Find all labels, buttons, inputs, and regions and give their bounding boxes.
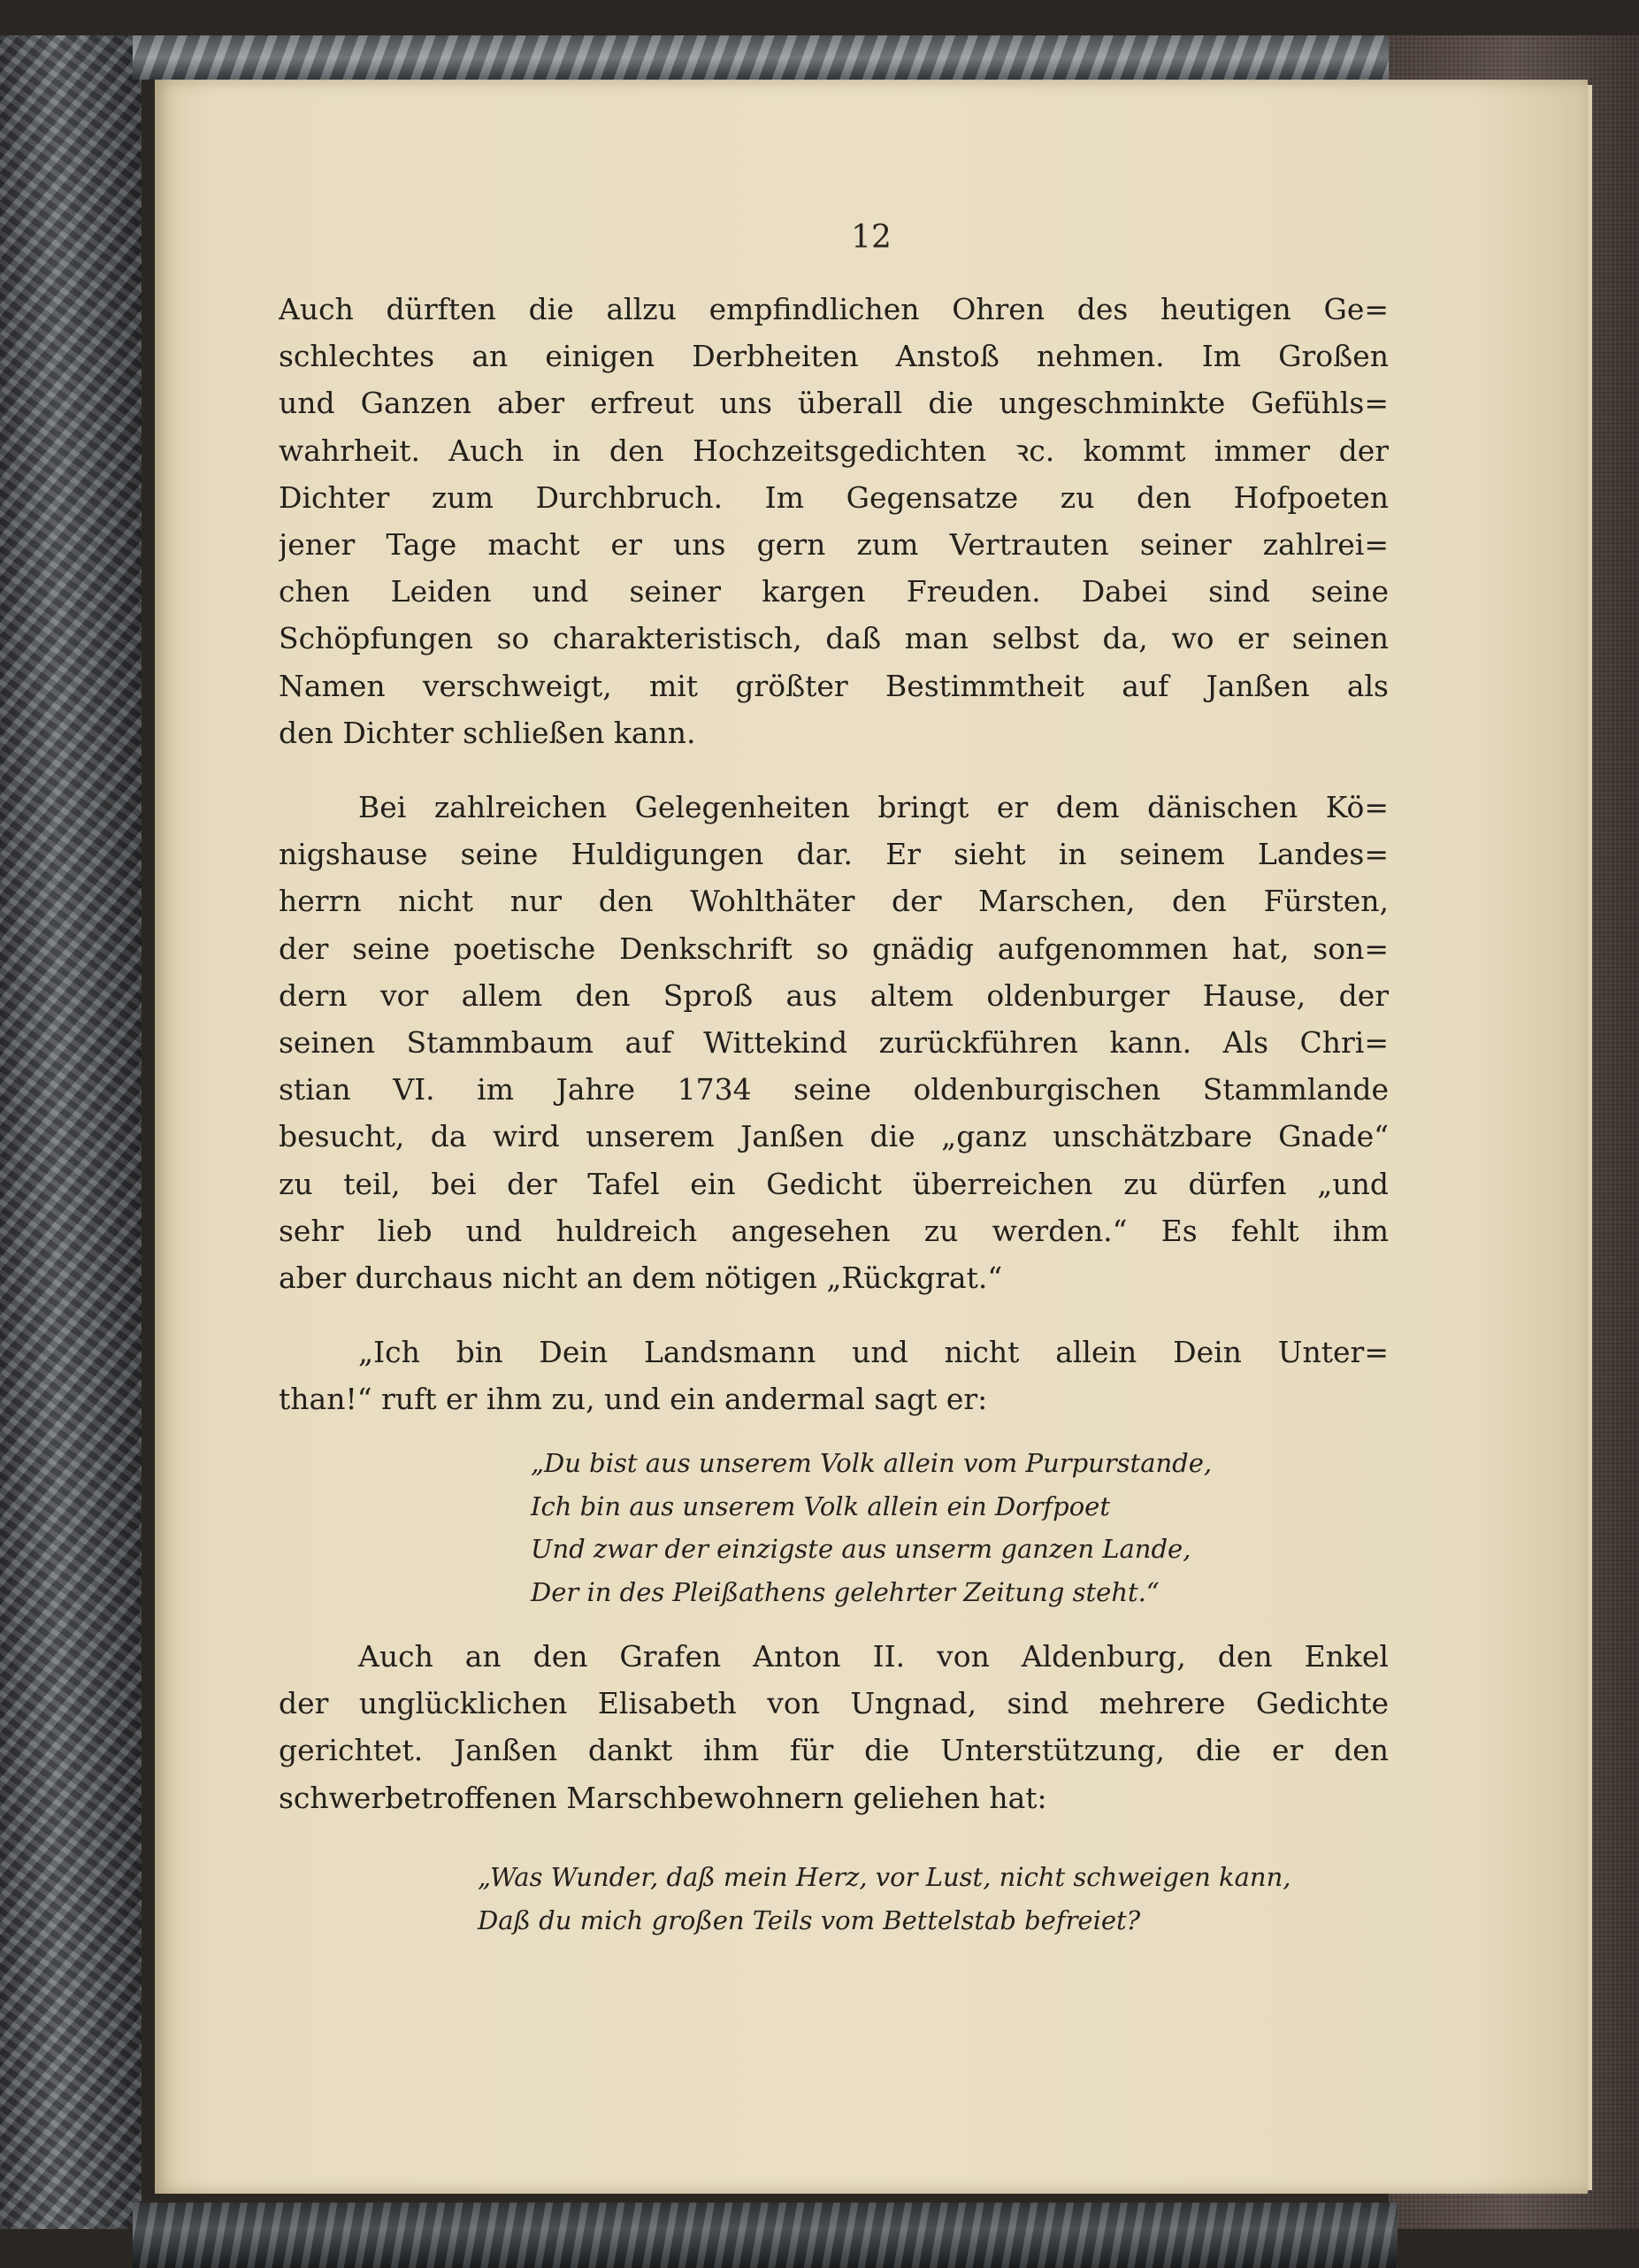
verse-quote-2: [478, 1856, 1291, 1942]
page-number: 12: [851, 219, 892, 256]
text-line: chen Leiden und seiner kargen Freuden. Dabei sind seine: [279, 574, 1389, 609]
paragraph-1: [279, 286, 1389, 756]
paragraph-body: [279, 784, 1389, 1301]
text-line: herrn nicht nur den Wohlthäter der Marschen, den Fürsten,: [279, 884, 1389, 919]
text-line: jener Tage macht er uns gern zum Vertrauten seiner zahlrei=: [279, 527, 1389, 563]
text-line: zu teil, bei der Tafel ein Gedicht überreichen zu dürfen „und: [279, 1166, 1389, 1201]
marbled-cover-left: [0, 35, 142, 2229]
paragraph-4: [279, 1633, 1389, 1821]
text-line: dern vor allem den Sproß aus altem oldenburger Hause, der: [279, 977, 1389, 1013]
text-line: „Ich bin Dein Landsmann und nicht allein Dein Unter=: [358, 1335, 1389, 1369]
verse-line: Ich bin aus unserem Volk allein ein Dorfpoet: [531, 1490, 1110, 1521]
text-line: aber durchaus nicht an dem nötigen „Rückgrat.“: [279, 1260, 1003, 1296]
text-line: seinen Stammbaum auf Wittekind zurückführen kann. Als Chri=: [279, 1025, 1389, 1061]
text-line: sehr lieb und huldreich angesehen zu werden.“ Es fehlt ihm: [279, 1213, 1389, 1248]
paragraph-2: [279, 784, 1389, 1301]
text-line: gerichtet. Janßen dankt ihm für die Unterstützung, die er den: [279, 1733, 1389, 1768]
paragraph-body: [279, 1329, 1389, 1422]
text-line: Auch dürften die allzu empfindlichen Ohren des heutigen Ge=: [279, 292, 1389, 326]
verse-line: „Was Wunder, daß mein Herz, vor Lust, nicht schweigen kann,: [478, 1862, 1291, 1892]
text-line: Auch an den Grafen Anton II. von Aldenburg, den Enkel: [358, 1639, 1389, 1674]
verse-line: Der in des Pleißathens gelehrter Zeitung steht.“: [531, 1576, 1160, 1607]
text-line: der seine poetische Denkschrift so gnädig aufgenommen hat, son=: [279, 931, 1389, 966]
marbled-cover-bottom: [133, 2203, 1398, 2268]
text-line: than!“ ruft er ihm zu, und ein andermal sagt er:: [279, 1382, 988, 1417]
verse-line: „Du bist aus unserem Volk allein vom Purpurstande,: [531, 1448, 1213, 1478]
marbled-cover-top: [133, 35, 1398, 80]
text-line: nigshause seine Huldigungen dar. Er sieht in seinem Landes=: [279, 837, 1389, 872]
text-line: wahrheit. Auch in den Hochzeitsgedichten ꝛc. kommt immer der: [279, 433, 1389, 468]
paragraph-body: [279, 1633, 1389, 1821]
verse-line: Und zwar der einzigste aus unserm ganzen Lande,: [531, 1534, 1191, 1564]
paragraph-3: [279, 1329, 1389, 1422]
text-line: und Ganzen aber erfreut uns überall die ungeschminkte Gefühls=: [279, 386, 1389, 421]
text-line: Namen verschweigt, mit größter Bestimmtheit auf Janßen als: [279, 668, 1389, 703]
text-line: Bei zahlreichen Gelegenheiten bringt er dem dänischen Kö=: [358, 790, 1389, 824]
text-line: besucht, da wird unserem Janßen die „ganz unschätzbare Gnade“: [279, 1119, 1389, 1154]
text-line: Dichter zum Durchbruch. Im Gegensatze zu den Hofpoeten: [279, 479, 1389, 515]
text-line: Schöpfungen so charakteristisch, daß man selbst da, wo er seinen: [279, 621, 1389, 656]
verse-quote-1: [531, 1442, 1212, 1613]
text-line: der unglücklichen Elisabeth von Ungnad, sind mehrere Gedichte: [279, 1686, 1389, 1721]
text-line: schwerbetroffenen Marschbewohnern geliehen hat:: [279, 1780, 1047, 1815]
text-line: schlechtes an einigen Derbheiten Anstoß nehmen. Im Großen: [279, 339, 1389, 374]
paragraph-body: [279, 286, 1389, 756]
verse-line: Daß du mich großen Teils vom Bettelstab befreiet?: [478, 1904, 1141, 1935]
text-line: stian VI. im Jahre 1734 seine oldenburgischen Stammlande: [279, 1072, 1389, 1107]
text-line: den Dichter schließen kann.: [279, 715, 696, 750]
